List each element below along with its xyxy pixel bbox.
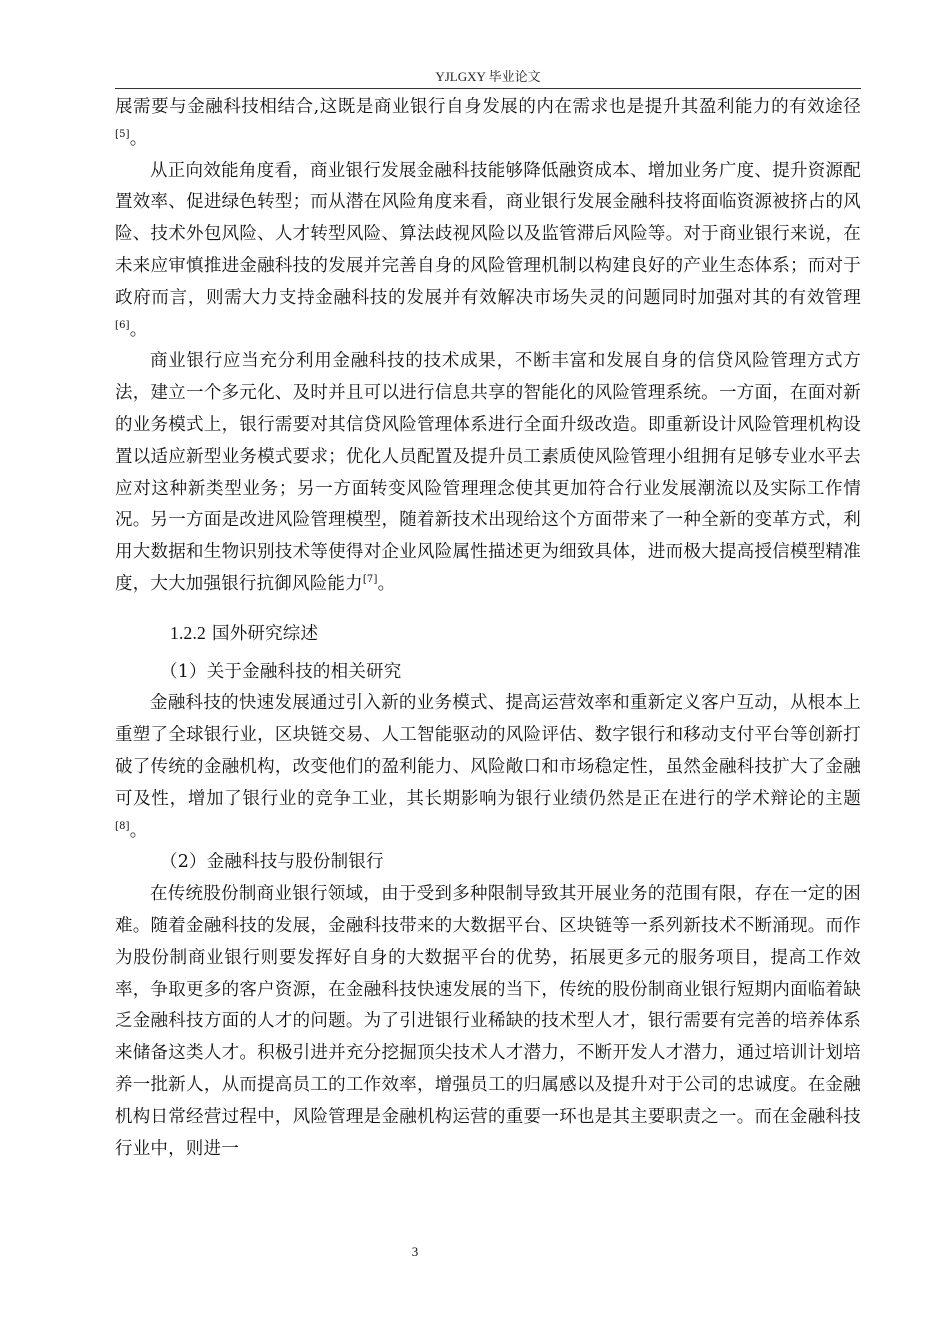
paragraph-text: 商业银行应当充分利用金融科技的技术成果，不断丰富和发展自身的信贷风险管理方式方法，建立一个多元化、及时并且可以进行信息共享的智能化的风险管理系统。一方面，在面对新的业务模式上，银行需要对其信贷风险管理体系进行全面升级改造。即重新设计风险管理机构设置以适应新型业务模式要求；优化人员配置及提升员工素质使风险管理小组拥有足够专业水平去应对这种新类型业务；另一方面转变风险管理理念使其更加符合行业发展潮流以及实际工作情况。另一方面是改进风险管理模型，随着新技术出现给这个方面带来了一种全新的变革方式，利用大数据和生物识别技术等使得对企业风险属性描述更为细致具体，进而极大提高授信模型精准度，大大加强银行抗御风险能力	[115, 351, 861, 594]
page-header: YJLGXY 毕业论文	[435, 69, 541, 84]
paragraph-text: 展需要与金融科技相结合,这既是商业银行自身发展的内在需求也是提升其盈利能力的有效途径	[115, 97, 861, 117]
citation: [7]	[362, 574, 378, 586]
paragraph	[115, 92, 861, 156]
section-number: 1.2.2	[170, 622, 206, 643]
document-body	[115, 92, 861, 1165]
paragraph	[115, 346, 861, 600]
page-number: 3	[411, 1244, 419, 1259]
citation: [5]	[115, 128, 130, 140]
paragraph-text: 金融科技的快速发展通过引入新的业务模式、提高运营效率和重新定义客户互动，从根本上重塑了全球银行业，区块链交易、人工智能驱动的风险评估、数字银行和移动支付平台等创新打破了传统的金融机构，改变他们的盈利能力、风险敞口和市场稳定性，虽然金融科技扩大了金融可及性，增加了银行业的竞争工业，其长期影响为银行业绩仍然是正在进行的学术辩论的主题	[115, 693, 861, 809]
paragraph-text: 在传统股份制商业银行领域，由于受到多种限制导致其开展业务的范围有限，存在一定的困难。随着金融科技的发展，金融科技带来的大数据平台、区块链等一系列新技术不断涌现。而作为股份制商业银行则要发挥好自身的大数据平台的优势，拓展更多元的服务项目，提高工作效率，争取更多的客户资源，在金融科技快速发展的当下，传统的股份制商业银行短期内面临着缺乏金融科技方面的人才的问题。为了引进银行业稀缺的技术型人才，银行需要有完善的培养体系来储备这类人才。积极引进并充分挖掘顶尖技术人才潜力，不断开发人才潜力，通过培训计划培养一批新人，从而提高员工的工作效率，增强员工的归属感以及提升对于公司的忠诚度。在金融机构日常经营过程中，风险管理是金融机构运营的重要一环也是其主要职责之一。而在金融科技行业中，则进一	[115, 884, 861, 1159]
paragraph-end: 。	[377, 573, 396, 594]
paragraph-text: 从正向效能角度看，商业银行发展金融科技能够降低融资成本、增加业务广度、提升资源配置效率、促进绿色转型；而从潜在风险角度来看，商业银行发展金融科技将面临资源被挤占的风险、技术外包风险、人才转型风险、算法歧视风险以及监管滞后风险等。对于商业银行来说，在未来应审慎推进金融科技的发展并完善自身的风险管理机制以构建良好的产业生态体系；而对于政府而言，则需大力支持金融科技的发展并有效解决市场失灵的问题同时加强对其的有效管理	[115, 160, 861, 308]
paragraph	[115, 688, 861, 847]
header-rule	[115, 88, 861, 89]
citation: [6]	[115, 319, 130, 331]
subsection-heading: （2）金融科技与股份制银行	[160, 852, 384, 873]
paragraph	[115, 156, 861, 347]
paragraph-end: 。	[129, 319, 148, 340]
paragraph	[115, 879, 861, 1165]
citation: [8]	[115, 820, 130, 832]
paragraph-end: 。	[129, 128, 148, 149]
section-title: 国外研究综述	[212, 623, 319, 644]
subsection-heading: （1）关于金融科技的相关研究	[160, 661, 402, 682]
section-heading	[115, 601, 861, 657]
paragraph-end: 。	[129, 820, 148, 841]
